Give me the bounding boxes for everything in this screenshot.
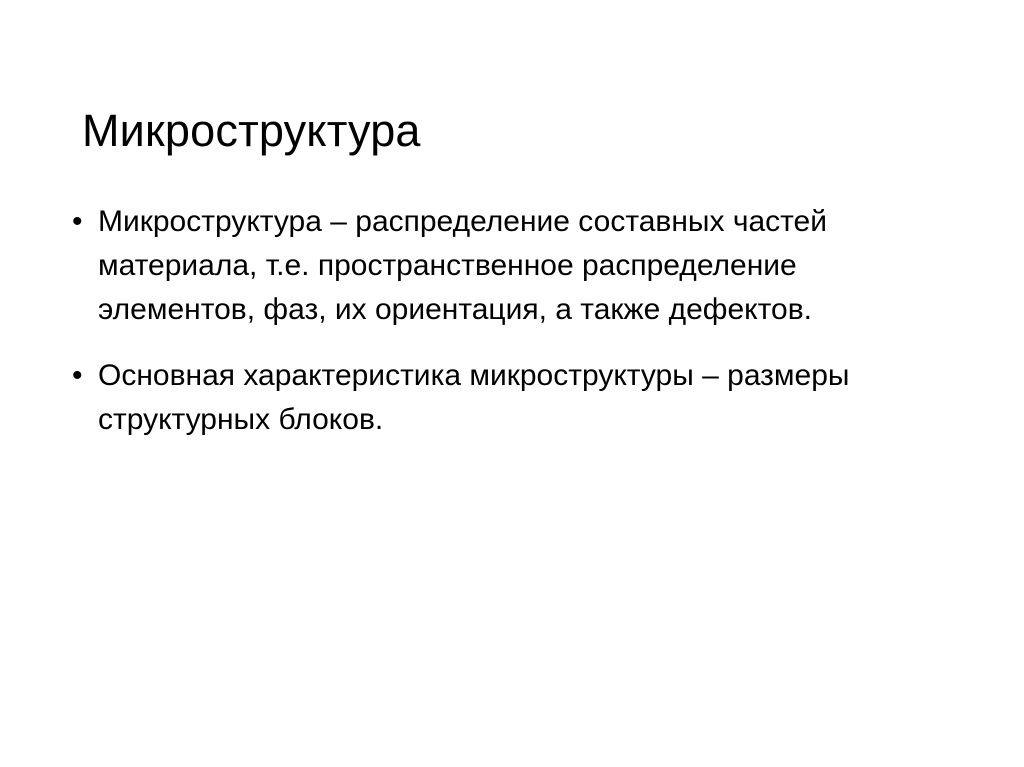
list-item-text: Микроструктура – распределение составных частей материала, т.е. пространственное распределение элементов, фаз, их ориентация, а также дефектов. xyxy=(98,205,827,326)
page-title: Микроструктура xyxy=(82,105,421,157)
list-item-text: Основная характеристика микроструктуры – размеры структурных блоков. xyxy=(98,359,850,436)
bullet-point-icon: • xyxy=(72,359,83,392)
bullet-list xyxy=(68,200,948,464)
bullet-point-icon: • xyxy=(72,205,83,238)
list-item xyxy=(68,200,948,332)
list-item xyxy=(68,354,948,442)
